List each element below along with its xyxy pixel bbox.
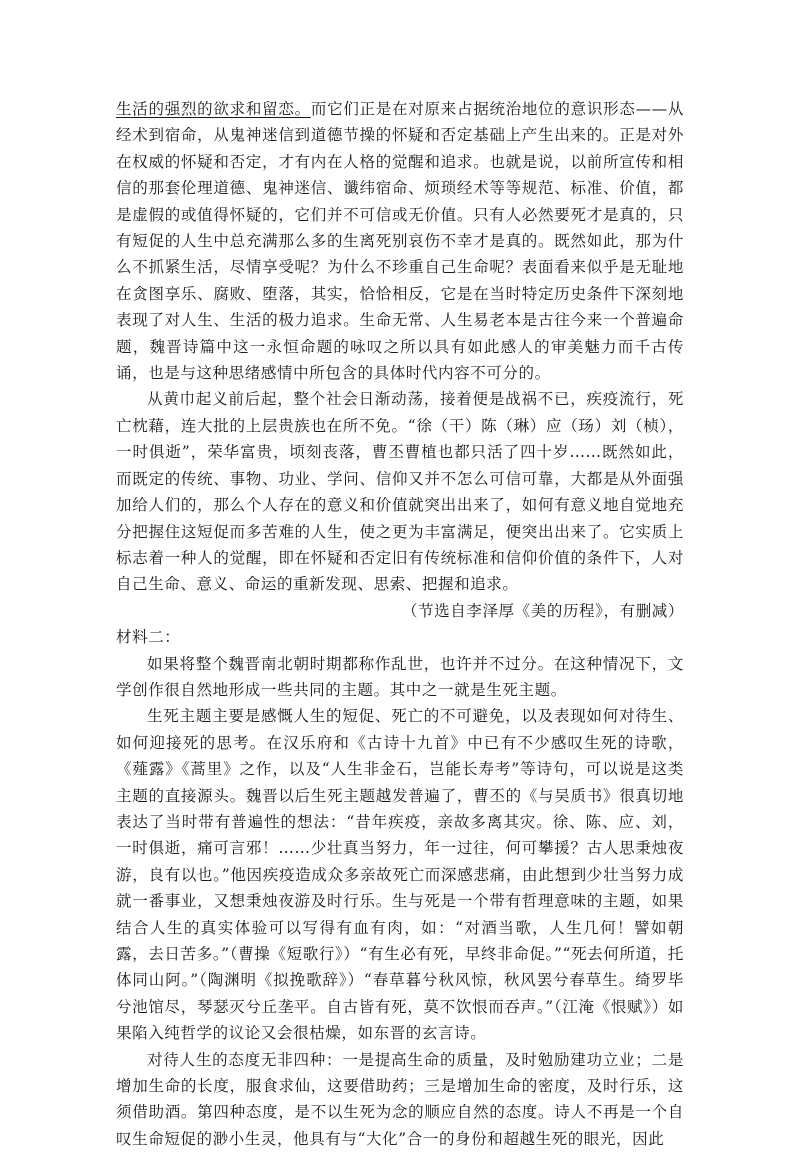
document-page [116,96,684,1152]
material2-paragraph-1: 如果将整个魏晋南北朝时期都称作乱世，也许并不过分。在这种情况下，文学创作很自然地形成一些共同的主题。其中之一就是生死主题。 [116,654,684,699]
material1-paragraph-1 [116,96,684,386]
material2-paragraph-3: 对待人生的态度无非四种：一是提高生命的质量，及时勉励建功立业；二是增加生命的长度，服食求仙，这要借助药；三是增加生命的密度，及时行乐，这须借助酒。第四种态度，是不以生死为念的顺应自然的态度。诗人不再是一个自叹生命短促的渺小生灵，他具有与“大化”合一的身份和超越生死的眼光，因此 [116,1050,684,1148]
material1-paragraph-2: 从黄巾起义前后起，整个社会日渐动荡，接着便是战祸不已，疾疫流行，死亡枕藉，连大批的上层贵族也在所不免。“徐（干）陈（琳）应（玚）刘（桢），一时俱逝”，荣华富贵，顷刻丧落，曹丕曹植也都只活了四十岁……既然如此，而既定的传统、事物、功业、学问、信仰又并不怎么可信可靠，大都是从外面强加给人们的，那么个人存在的意义和价值就突出出来了，如何有意义地自觉地充分把握住这短促而多苦难的人生，使之更为丰富满足，便突出出来了。它实质上标志着一种人的觉醒，即在怀疑和否定旧有传统标准和信仰价值的条件下，人对自己生命、意义、命运的重新发现、思索、把握和追求。 [116,390,684,594]
paragraph-text: 而它们正是在对原来占据统治地位的意识形态——从经术到宿命，从鬼神迷信到道德节操的怀疑和否定基础上产生出来的。正是对外在权威的怀疑和否定，才有内在人格的觉醒和追求。也就是说，以前所宣传和相信的那套伦理道德、鬼神迷信、谶纬宿命、烦琐经术等等规范、标准、价值，都是虚假的或值得怀疑的，它们并不可信或无价值。只有人必然要死才是真的，只有短促的人生中总充满那么多的生离死别哀伤不幸才是真的。既然如此，那为什么不抓紧生活，尽情享受呢？为什么不珍重自己生命呢？表面看来似乎是无耻地在贪图享乐、腐败、堕落，其实，恰恰相反，它是在当时特定历史条件下深刻地表现了对人生、生活的极力追求。生命无常、人生易老本是古往今来一个普遍命题，魏晋诗篇中这一永恒命题的咏叹之所以具有如此感人的审美魅力而千古传诵，也是与这种思绪感情中所包含的具体时代内容不可分的。 [116,100,684,383]
underlined-phrase: 生活的强烈的欲求和留恋。 [116,100,311,118]
material2-paragraph-2: 生死主题主要是感慨人生的短促、死亡的不可避免，以及表现如何对待生、如何迎接死的思考。在汉乐府和《古诗十九首》中已有不少感叹生死的诗歌，《薤露》《蒿里》之作，以及“人生非金石，岂能长寿考”等诗句，可以说是这类主题的直接源头。魏晋以后生死主题越发普遍了，曹丕的《与吴质书》很真切地表达了当时带有普遍性的想法：“昔年疾疫，亲故多离其灾。徐、陈、应、刘，一时俱逝，痛可言邪！……少壮真当努力，年一过往，何可攀援？古人思秉烛夜游，良有以也。”他因疾疫造成众多亲故死亡而深感悲痛，由此想到少壮当努力成就一番事业，又想秉烛夜游及时行乐。生与死是一个带有哲理意味的主题，如果结合人生的真实体验可以写得有血有肉，如：“对酒当歌，人生几何！譬如朝露，去日苦多。”（曹操《短歌行》）“有生必有死，早终非命促。”“死去何所道，托体同山阿。”（陶渊明《拟挽歌辞》）“春草暮兮秋风惊，秋风罢兮春草生。绮罗毕兮池馆尽，琴瑟灭兮丘垄平。自古皆有死，莫不饮恨而吞声。”（江淹《恨赋》）如果陷入纯哲学的议论又会很枯燥，如东晋的玄言诗。 [116,707,684,1043]
source-citation: （节选自李泽厚《美的历程》，有删减） [401,601,684,620]
material2-label: 材料二： [116,628,181,647]
